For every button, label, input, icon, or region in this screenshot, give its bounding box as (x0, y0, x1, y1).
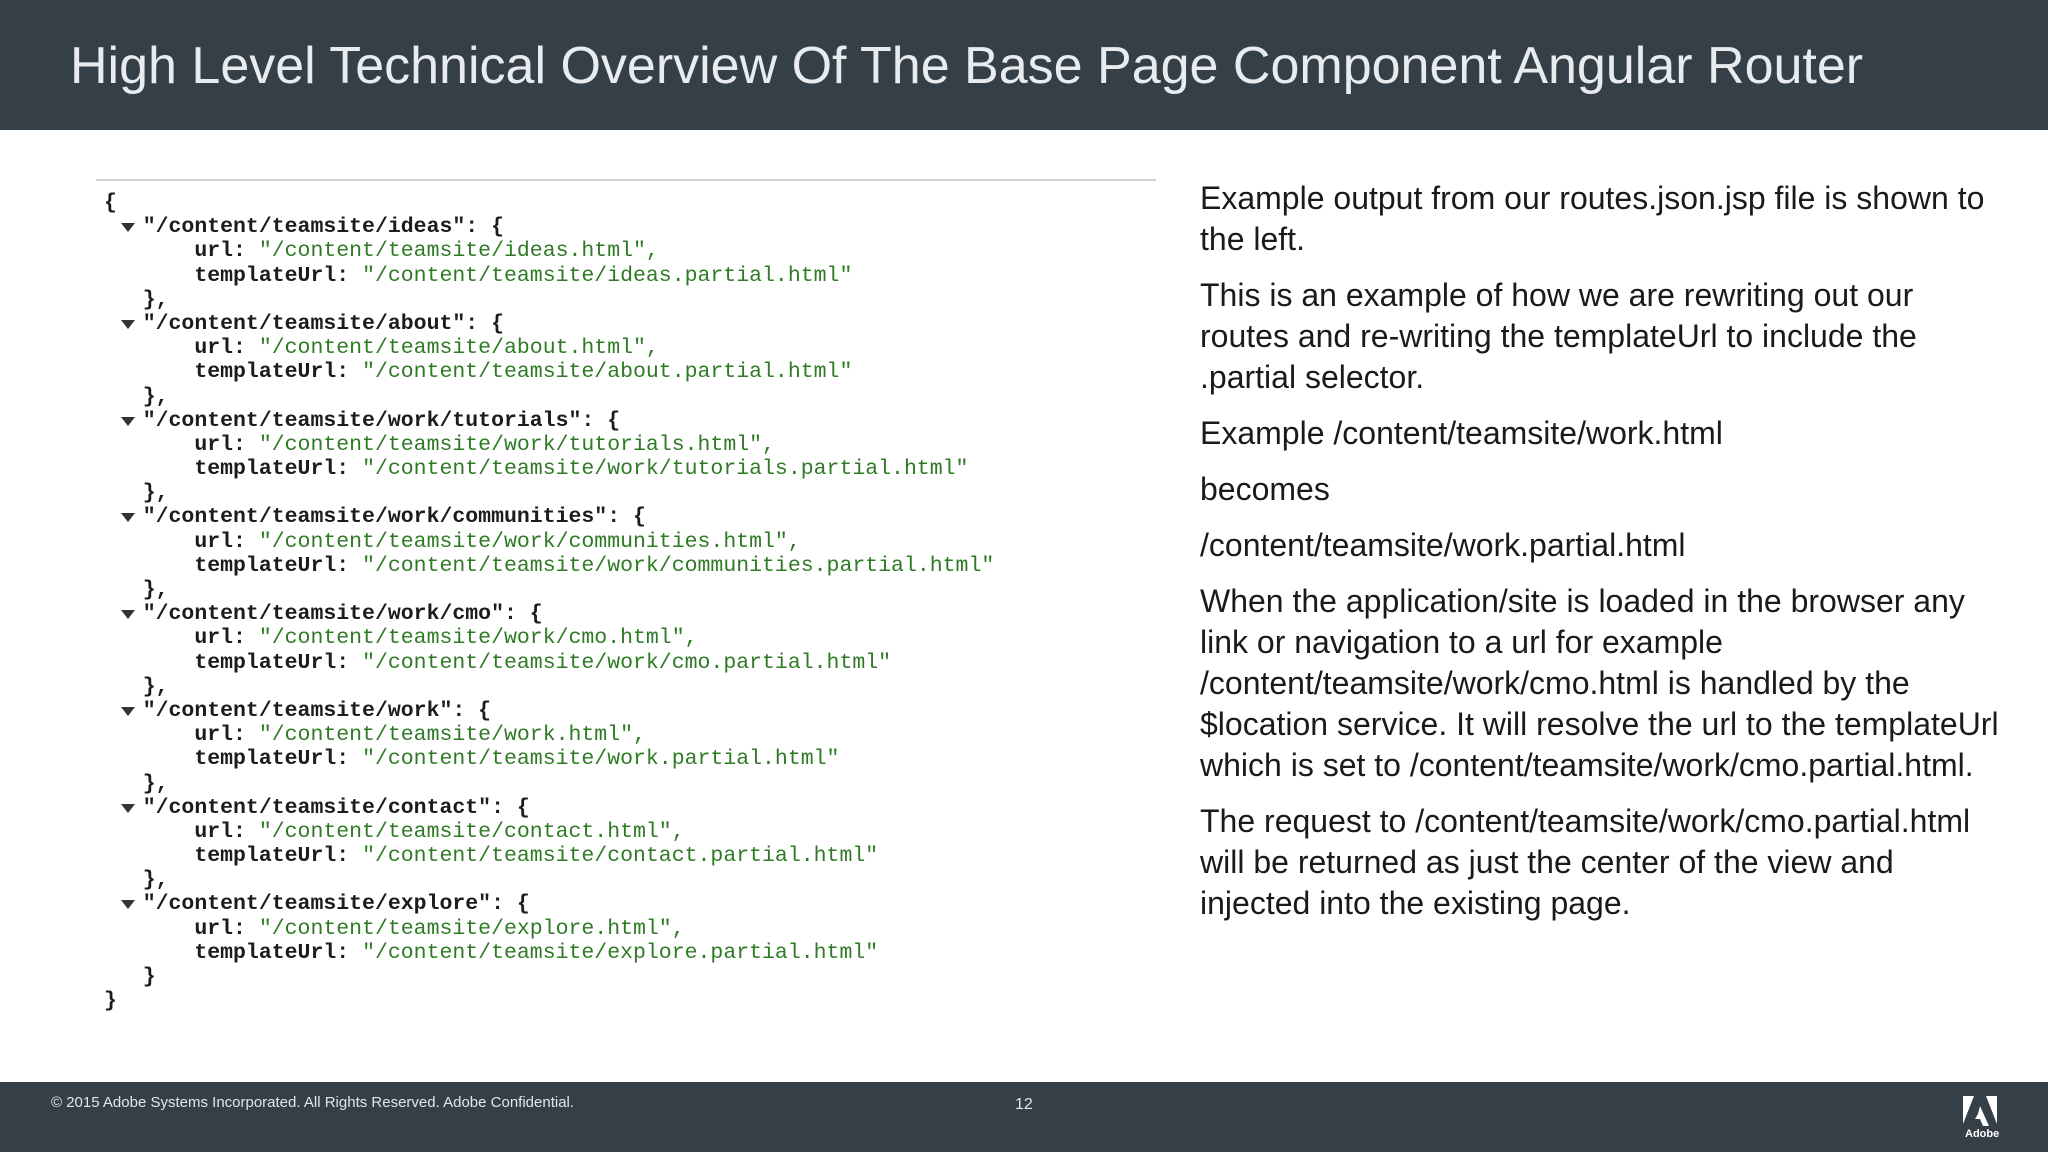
code-token (104, 336, 194, 360)
route-template-url: "/content/teamsite/ideas.partial.html" (362, 263, 853, 288)
url-label: url: (194, 819, 246, 844)
route-key-line (104, 505, 994, 529)
description-paragraph: /content/teamsite/work.partial.html (1200, 527, 1686, 563)
route-key: "/content/teamsite/about": { (142, 311, 504, 336)
code-token (104, 530, 194, 554)
template-url-label: templateUrl: (194, 650, 350, 675)
description-paragraph: When the application/site is loaded in the browser any link or navigation to a url for example /content/teamsite/work/cmo.html is handled by the $location service. It will resolve the url to the templateUrl which is set to /content/teamsite/work/cmo.partial.html. (1200, 583, 1999, 783)
code-line-close (104, 989, 994, 1013)
code-token (104, 433, 194, 457)
footer-bar (0, 1082, 2048, 1152)
code-token (104, 917, 194, 941)
route-key: "/content/teamsite/work/tutorials": { (142, 408, 621, 433)
route-url: "/content/teamsite/work/cmo.html", (258, 626, 698, 651)
code-token (349, 554, 362, 578)
code-token (349, 457, 362, 481)
expand-caret-icon[interactable] (121, 707, 135, 716)
route-url-line (104, 530, 994, 554)
code-token (104, 481, 143, 505)
route-close: }, (142, 287, 169, 312)
code-token (349, 844, 362, 868)
code-token (104, 820, 194, 844)
route-key-line (104, 892, 994, 916)
expand-caret-icon[interactable] (121, 900, 135, 909)
expand-caret-icon[interactable] (121, 223, 135, 232)
route-template-url: "/content/teamsite/work/cmo.partial.html" (362, 650, 892, 675)
code-token (104, 626, 194, 650)
code-token (246, 239, 259, 263)
route-url: "/content/teamsite/work/tutorials.html", (258, 432, 775, 457)
route-url-line (104, 433, 994, 457)
code-token (104, 554, 194, 578)
route-url: "/content/teamsite/explore.html", (258, 916, 685, 941)
template-url-label: templateUrl: (194, 263, 350, 288)
route-template-line (104, 941, 994, 965)
route-template-line (104, 844, 994, 868)
expand-caret-icon[interactable] (121, 610, 135, 619)
route-key-line (104, 796, 994, 820)
code-token (246, 336, 259, 360)
code-token (349, 651, 362, 675)
code-token (349, 941, 362, 965)
route-url: "/content/teamsite/contact.html", (258, 819, 685, 844)
code-token (246, 820, 259, 844)
route-url-line (104, 626, 994, 650)
route-close-line (104, 675, 994, 699)
route-key: "/content/teamsite/work/communities": { (142, 505, 646, 530)
route-close: } (142, 965, 156, 989)
page-number: 12 (1015, 1096, 1033, 1113)
template-url-label: templateUrl: (194, 457, 350, 482)
expand-caret-icon[interactable] (121, 804, 135, 813)
route-key-line (104, 312, 994, 336)
route-template-url: "/content/teamsite/work.partial.html" (362, 747, 840, 772)
code-token (104, 578, 143, 602)
code-token (104, 385, 143, 409)
url-label: url: (194, 626, 246, 651)
route-close-line (104, 868, 994, 892)
code-lines (104, 191, 994, 1013)
template-url-label: templateUrl: (194, 360, 350, 385)
code-token (349, 264, 362, 288)
code-token (104, 360, 194, 384)
description-paragraph: The request to /content/teamsite/work/cmo.partial.html will be returned as just the center of the view and injected into the existing page. (1200, 803, 1971, 921)
json-open-brace: { (104, 191, 117, 215)
route-key-line (104, 602, 994, 626)
route-close-line (104, 578, 994, 602)
adobe-logo-text: Adobe (1965, 1128, 2000, 1140)
code-token (104, 747, 194, 771)
route-close: }, (142, 481, 169, 506)
route-close: }, (142, 771, 169, 796)
route-url-line (104, 723, 994, 747)
route-close-line (104, 481, 994, 505)
route-url-line (104, 239, 994, 263)
description-panel (1200, 178, 2000, 939)
route-key: "/content/teamsite/ideas": { (142, 215, 504, 240)
url-label: url: (194, 916, 246, 941)
code-token (104, 844, 194, 868)
route-key: "/content/teamsite/work/cmo": { (142, 602, 543, 627)
route-template-url: "/content/teamsite/explore.partial.html" (362, 940, 879, 965)
expand-caret-icon[interactable] (121, 417, 135, 426)
route-key-line (104, 215, 994, 239)
expand-caret-icon[interactable] (121, 320, 135, 329)
code-token (246, 723, 259, 747)
title-bar (0, 0, 2048, 130)
code-token (104, 675, 143, 699)
code-line-open (104, 191, 994, 215)
route-template-line (104, 747, 994, 771)
route-template-line (104, 360, 994, 384)
route-key: "/content/teamsite/explore": { (142, 892, 530, 917)
route-key: "/content/teamsite/contact": { (142, 795, 530, 820)
route-url: "/content/teamsite/work.html", (258, 723, 646, 748)
route-close: }, (142, 578, 169, 602)
route-url: "/content/teamsite/work/communities.html", (258, 529, 801, 554)
expand-caret-icon[interactable] (121, 513, 135, 522)
route-key-line (104, 409, 994, 433)
route-template-url: "/content/teamsite/work/communities.partial.html" (362, 553, 995, 578)
route-close: }, (142, 674, 169, 699)
description-paragraph: becomes (1200, 471, 1330, 507)
code-token (246, 433, 259, 457)
code-token (104, 772, 143, 796)
url-label: url: (194, 239, 246, 264)
template-url-label: templateUrl: (194, 747, 350, 772)
code-token (349, 360, 362, 384)
code-token (246, 626, 259, 650)
code-token (104, 264, 194, 288)
code-token (104, 965, 143, 989)
route-url: "/content/teamsite/about.html", (258, 336, 659, 361)
route-key: "/content/teamsite/work": { (142, 698, 492, 723)
route-template-line (104, 264, 994, 288)
route-key-line (104, 699, 994, 723)
url-label: url: (194, 723, 246, 748)
route-template-url: "/content/teamsite/about.partial.html" (362, 360, 853, 385)
template-url-label: templateUrl: (194, 940, 350, 965)
code-token (349, 747, 362, 771)
route-url: "/content/teamsite/ideas.html", (258, 239, 659, 264)
route-close-line (104, 385, 994, 409)
description-paragraph: Example output from our routes.json.jsp file is shown to the left. (1200, 180, 1985, 257)
code-token (104, 723, 194, 747)
url-label: url: (194, 432, 246, 457)
description-paragraph: Example /content/teamsite/work.html (1200, 415, 1723, 451)
route-close-line (104, 772, 994, 796)
description-paragraph: This is an example of how we are rewriting out our routes and re-writing the templateUrl to include the .partial selector. (1200, 277, 1917, 395)
url-label: url: (194, 529, 246, 554)
template-url-label: templateUrl: (194, 844, 350, 869)
route-close: }, (142, 384, 169, 409)
route-template-line (104, 651, 994, 675)
route-close-line (104, 288, 994, 312)
copyright-text: © 2015 Adobe Systems Incorporated. All Rights Reserved. Adobe Confidential. (51, 1094, 575, 1111)
route-close: }, (142, 868, 169, 893)
code-token (246, 917, 259, 941)
code-token (246, 530, 259, 554)
code-token (104, 651, 194, 675)
code-token (104, 457, 194, 481)
json-close-brace: } (104, 989, 117, 1014)
code-token (104, 941, 194, 965)
route-close-line (104, 965, 994, 989)
code-token (104, 288, 143, 312)
route-template-url: "/content/teamsite/contact.partial.html" (362, 844, 879, 869)
code-token (104, 239, 194, 263)
template-url-label: templateUrl: (194, 553, 350, 578)
route-template-line (104, 554, 994, 578)
route-template-url: "/content/teamsite/work/tutorials.partial.html" (362, 457, 969, 482)
route-url-line (104, 336, 994, 360)
route-url-line (104, 820, 994, 844)
json-code-panel (96, 179, 1156, 1031)
route-url-line (104, 917, 994, 941)
code-token (104, 868, 143, 892)
url-label: url: (194, 336, 246, 361)
slide-title: High Level Technical Overview Of The Base Page Component Angular Router (70, 37, 1864, 95)
route-template-line (104, 457, 994, 481)
